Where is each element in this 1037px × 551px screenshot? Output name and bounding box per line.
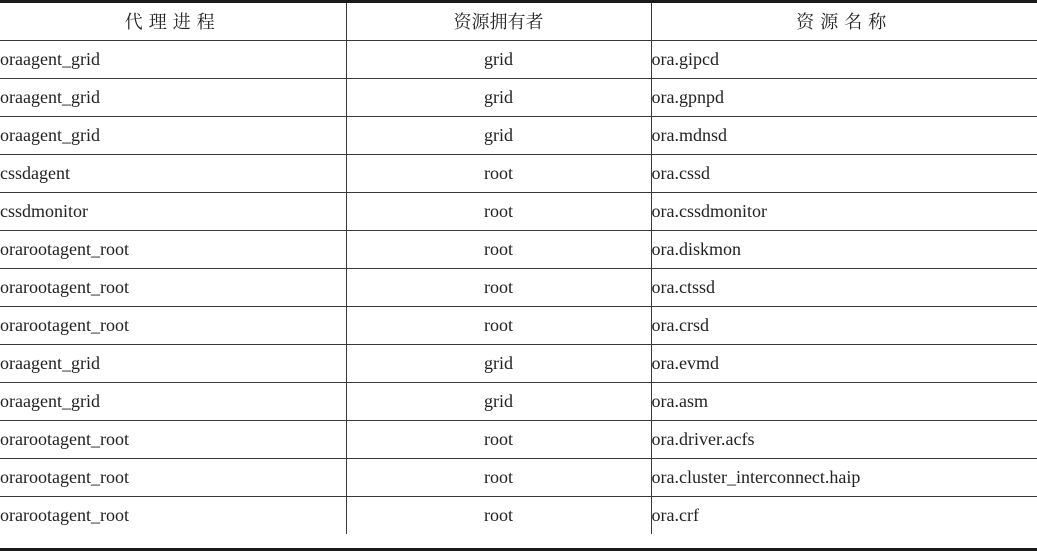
table-row: [0, 192, 1037, 230]
cell-owner: grid: [346, 78, 651, 116]
cell-resource-name: ora.evmd: [651, 344, 1037, 382]
cell-owner: root: [346, 268, 651, 306]
cell-owner: root: [346, 306, 651, 344]
table-row: [0, 268, 1037, 306]
cell-owner: root: [346, 458, 651, 496]
cell-owner: grid: [346, 382, 651, 420]
cell-process: orarootagent_root: [0, 306, 346, 344]
table-header-row: [0, 3, 1037, 40]
table-row: [0, 382, 1037, 420]
cell-owner: root: [346, 192, 651, 230]
cell-process: oraagent_grid: [0, 116, 346, 154]
cell-owner: root: [346, 230, 651, 268]
resource-table: [0, 3, 1037, 534]
cell-process: cssdmonitor: [0, 192, 346, 230]
table-body: [0, 40, 1037, 534]
cell-resource-name: ora.crf: [651, 496, 1037, 534]
cell-resource-name: ora.cluster_interconnect.haip: [651, 458, 1037, 496]
cell-process: orarootagent_root: [0, 268, 346, 306]
cell-resource-name: ora.gipcd: [651, 40, 1037, 78]
cell-process: oraagent_grid: [0, 382, 346, 420]
table-row: [0, 344, 1037, 382]
cell-resource-name: ora.crsd: [651, 306, 1037, 344]
cell-process: orarootagent_root: [0, 496, 346, 534]
cell-owner: grid: [346, 344, 651, 382]
table-row: [0, 230, 1037, 268]
cell-owner: grid: [346, 116, 651, 154]
table-row: [0, 420, 1037, 458]
table-row: [0, 496, 1037, 534]
cell-process: oraagent_grid: [0, 344, 346, 382]
cell-owner: root: [346, 496, 651, 534]
cell-resource-name: ora.driver.acfs: [651, 420, 1037, 458]
table-row: [0, 306, 1037, 344]
cell-process: orarootagent_root: [0, 458, 346, 496]
cell-resource-name: ora.diskmon: [651, 230, 1037, 268]
cell-resource-name: ora.asm: [651, 382, 1037, 420]
cell-resource-name: ora.cssdmonitor: [651, 192, 1037, 230]
cell-resource-name: ora.cssd: [651, 154, 1037, 192]
cell-owner: root: [346, 154, 651, 192]
cell-resource-name: ora.mdnsd: [651, 116, 1037, 154]
cell-process: cssdagent: [0, 154, 346, 192]
cell-process: oraagent_grid: [0, 40, 346, 78]
table-row: [0, 40, 1037, 78]
header-process: 代理进程: [0, 3, 346, 40]
table-row: [0, 458, 1037, 496]
table-row: [0, 78, 1037, 116]
header-name: 资源名称: [651, 3, 1037, 40]
cell-resource-name: ora.gpnpd: [651, 78, 1037, 116]
cell-resource-name: ora.ctssd: [651, 268, 1037, 306]
cell-process: oraagent_grid: [0, 78, 346, 116]
table-row: [0, 154, 1037, 192]
header-owner: 资源拥有者: [346, 3, 651, 40]
table-row: [0, 116, 1037, 154]
cell-owner: root: [346, 420, 651, 458]
cell-process: orarootagent_root: [0, 230, 346, 268]
cell-process: orarootagent_root: [0, 420, 346, 458]
cell-owner: grid: [346, 40, 651, 78]
